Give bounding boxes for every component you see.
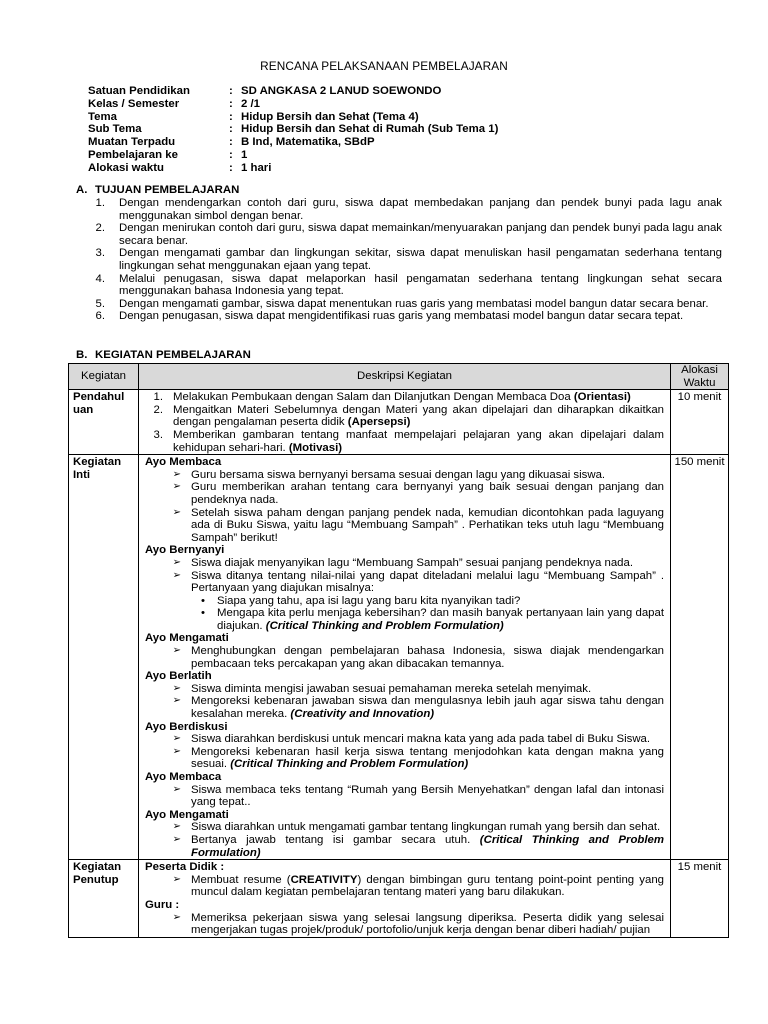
time-penutup: 15 menit bbox=[671, 860, 729, 938]
activity-item bbox=[145, 784, 664, 809]
objective-item bbox=[76, 247, 722, 272]
penutup-peserta-post: ) dengan bimbingan guru tentang point-point penting yang muncul dalam kegiatan pembelajaran tentang materi yang baru dilakukan. bbox=[191, 873, 664, 899]
arrow-bullet-icon: ➢ bbox=[172, 506, 181, 518]
objective-number: 1. bbox=[95, 197, 105, 209]
activity-text-body: Siswa diminta mengisi jawaban sesuai pemahaman mereka setelah menyimak. bbox=[191, 682, 592, 695]
info-value: 1 hari bbox=[241, 161, 272, 174]
arrow-bullet-icon: ➢ bbox=[172, 481, 181, 493]
row-penutup bbox=[69, 860, 729, 938]
activity-subheading: Ayo Berlatih bbox=[145, 670, 212, 683]
section-b-heading bbox=[76, 349, 722, 362]
info-row bbox=[88, 162, 708, 175]
section-b-letter: B. bbox=[76, 349, 88, 361]
activity-item bbox=[145, 645, 664, 670]
info-row bbox=[88, 123, 708, 136]
dot-bullet-icon: • bbox=[201, 594, 205, 607]
label-pendahuluan: Pendahul uan bbox=[69, 390, 139, 455]
activity-tag: (Critical Thinking and Problem Formulation) bbox=[191, 833, 664, 859]
info-label: Kelas / Semester bbox=[88, 97, 180, 110]
activity-tag: (Creativity and Innovation) bbox=[290, 708, 435, 721]
pendahuluan-text bbox=[173, 429, 664, 454]
table-header-row bbox=[69, 364, 729, 390]
info-colon: : bbox=[229, 136, 233, 149]
info-label: Muatan Terpadu bbox=[88, 136, 176, 149]
arrow-bullet-icon: ➢ bbox=[172, 821, 181, 833]
activity-subheading: Ayo Berdiskusi bbox=[145, 720, 228, 733]
objective-number: 3. bbox=[95, 247, 105, 260]
activity-tag: (Critical Thinking and Problem Formulation) bbox=[230, 758, 469, 771]
section-a-objectives bbox=[76, 184, 722, 323]
time-pendahuluan: 10 menit bbox=[671, 390, 729, 455]
pendahuluan-item bbox=[145, 429, 664, 454]
activity-text-body: Siswa diajak menyanyikan lagu “Membuang Sampah” sesuai panjang pendeknya nada. bbox=[191, 556, 633, 569]
info-label: Tema bbox=[88, 110, 117, 123]
pendahuluan-number: 3. bbox=[153, 428, 163, 441]
activity-text bbox=[191, 469, 664, 482]
info-value: Hidup Bersih dan Sehat (Tema 4) bbox=[241, 110, 419, 123]
question-text bbox=[217, 607, 664, 632]
info-value: SD ANGKASA 2 LANUD SOEWONDO bbox=[241, 85, 442, 97]
arrow-bullet-icon: ➢ bbox=[172, 556, 181, 568]
info-row bbox=[88, 85, 708, 98]
objective-text: Dengan mengamati gambar, siswa dapat menentukan ruas garis yang membatasi model bangun datar secara benar. bbox=[119, 297, 709, 310]
penutup-peserta-bold: CREATIVITY bbox=[290, 873, 358, 886]
penutup-guru-text: Memeriksa pekerjaan siswa yang selesai langsung diperiksa. Peserta didik yang selesai mengerjakan tugas projek/produk/ portofolio/unjuk kerja dengan benar diberi hadiah/ pujian bbox=[191, 911, 664, 937]
label-penutup: Kegiatan Penutup bbox=[69, 860, 139, 938]
activity-text bbox=[191, 834, 664, 859]
activity-text-body: Siswa diarahkan berdiskusi untuk mencari makna kata yang ada pada tabel di Buku Siswa. bbox=[191, 733, 651, 746]
objective-text: Dengan penugasan, siswa dapat mengidentifikasi ruas garis yang membatasi model bangun datar secara tepat. bbox=[119, 310, 684, 323]
question-tag: (Critical Thinking and Problem Formulation) bbox=[265, 619, 504, 632]
penutup-guru-heading: Guru : bbox=[145, 898, 180, 911]
pendahuluan-tag: (Orientasi) bbox=[573, 391, 631, 404]
arrow-bullet-icon: ➢ bbox=[172, 873, 181, 885]
pendahuluan-number: 2. bbox=[153, 403, 163, 416]
info-row bbox=[88, 136, 708, 149]
info-colon: : bbox=[229, 123, 233, 136]
activity-text bbox=[191, 570, 664, 595]
activity-item bbox=[145, 683, 664, 696]
activity-item bbox=[145, 695, 664, 720]
pendahuluan-text bbox=[173, 404, 664, 429]
activity-item bbox=[145, 821, 664, 834]
arrow-bullet-icon: ➢ bbox=[172, 733, 181, 745]
pendahuluan-item bbox=[145, 404, 664, 429]
dot-bullet-icon: • bbox=[201, 607, 205, 620]
info-label: Sub Tema bbox=[88, 123, 142, 136]
info-label: Satuan Pendidikan bbox=[88, 85, 190, 97]
objective-text: Dengan menirukan contoh dari guru, siswa dapat memainkan/menyuarakan panjang dan pendek bunyi pada lagu anak secara benar. bbox=[119, 222, 722, 247]
objective-number: 2. bbox=[95, 222, 105, 235]
pendahuluan-text-body: Mengaitkan Materi Sebelumnya dengan Materi yang akan dipelajari dan diharapkan dikaitkan dengan pengalaman peserta didik bbox=[173, 403, 664, 429]
identity-block bbox=[88, 85, 708, 175]
objective-number: 4. bbox=[95, 272, 105, 285]
activity-text bbox=[191, 746, 664, 771]
activity-text-body: Bertanya jawab tentang isi gambar secara utuh. bbox=[191, 833, 471, 846]
pendahuluan-tag: (Apersepsi) bbox=[347, 416, 411, 429]
activity-subheading: Ayo Mengamati bbox=[145, 632, 229, 645]
question-text bbox=[217, 595, 664, 608]
info-colon: : bbox=[229, 161, 233, 174]
header-kegiatan: Kegiatan bbox=[69, 364, 139, 390]
pendahuluan-tag: (Motivasi) bbox=[288, 441, 343, 454]
info-colon: : bbox=[229, 148, 233, 161]
activity-text-body: Setelah siswa paham dengan panjang pendek nada, kemudian dicontohkan pada laguyang ada di Buku Siswa, yaitu lagu “Membuang Sampah” . Perhatikan teks utuh lagu “Membuang Sampah” berikut! bbox=[191, 506, 664, 544]
section-a-heading bbox=[76, 184, 722, 197]
objective-text: Dengan mengamati gambar dan lingkungan sekitar, siswa dapat menuliskan hasil pengamatan sederhana tentang lingkungan sehat menggunakan ejaan yang tepat. bbox=[119, 247, 722, 272]
objective-text: Dengan mendengarkan contoh dari guru, siswa dapat membedakan panjang dan pendek bunyi pada lagu anak menggunakan simbol dengan benar. bbox=[119, 197, 722, 222]
arrow-bullet-icon: ➢ bbox=[172, 911, 181, 923]
section-b-title: KEGIATAN PEMBELAJARAN bbox=[95, 349, 251, 361]
label-inti: Kegiatan Inti bbox=[69, 455, 139, 860]
objective-number: 5. bbox=[95, 297, 105, 310]
activity-subheading: Ayo Membaca bbox=[145, 771, 222, 783]
info-value: 2 /1 bbox=[241, 97, 260, 110]
activity-text bbox=[191, 821, 664, 834]
question-text-body: Mengapa kita perlu menjaga kebersihan? dan masih banyak pertanyaan lain yang dapat diajukan. bbox=[217, 607, 664, 632]
arrow-bullet-icon: ➢ bbox=[172, 833, 181, 845]
header-alokasi: Alokasi Waktu bbox=[671, 364, 729, 390]
activity-item bbox=[145, 746, 664, 771]
objective-number: 6. bbox=[95, 310, 105, 323]
activity-text-body: Menghubungkan dengan pembelajaran bahasa Indonesia, siswa diajak mendengarkan pembacaan teks percakapan yang akan dibacakan temannya. bbox=[191, 645, 664, 670]
objective-item bbox=[76, 310, 722, 323]
activity-text-body: Guru bersama siswa bernyanyi bersama sesuai dengan lagu yang dikuasai siswa. bbox=[191, 468, 606, 481]
arrow-bullet-icon: ➢ bbox=[172, 783, 181, 795]
activity-item bbox=[145, 733, 664, 746]
header-deskripsi: Deskripsi Kegiatan bbox=[139, 364, 671, 390]
info-colon: : bbox=[229, 85, 233, 97]
penutup-peserta-pre: Membuat resume ( bbox=[191, 873, 291, 886]
pendahuluan-number: 1. bbox=[153, 391, 163, 404]
info-value: Hidup Bersih dan Sehat di Rumah (Sub Tema 1) bbox=[241, 123, 499, 136]
activity-text bbox=[191, 784, 664, 809]
activity-text bbox=[191, 481, 664, 506]
activity-text bbox=[191, 507, 664, 545]
arrow-bullet-icon: ➢ bbox=[172, 468, 181, 480]
row-pendahuluan bbox=[69, 390, 729, 455]
pendahuluan-item bbox=[145, 391, 664, 404]
info-label: Pembelajaran ke bbox=[88, 148, 178, 161]
activity-text bbox=[191, 557, 664, 570]
objective-text: Melalui penugasan, siswa dapat melaporkan hasil pengamatan sederhana tentang lingkungan sehat secara menggunakan bahasa Indonesia yang tepat. bbox=[119, 272, 722, 298]
arrow-bullet-icon: ➢ bbox=[172, 682, 181, 694]
desc-inti bbox=[139, 455, 671, 860]
info-value: 1 bbox=[241, 148, 248, 161]
activity-item bbox=[145, 834, 664, 859]
activity-text-body: Mengoreksi kebenaran jawaban siswa dan mengulasnya lebih jauh agar siswa tahu dengan kesalahan mereka. bbox=[191, 695, 664, 721]
pendahuluan-text bbox=[173, 391, 664, 404]
penutup-peserta-item bbox=[145, 874, 664, 899]
activity-text-body: Siswa ditanya tentang nilai-nilai yang dapat diteladani melalui lagu “Membuang Sampah” . Pertanyaan yang diajukan misalnya: bbox=[191, 569, 664, 595]
objective-item bbox=[76, 273, 722, 298]
question-text-body: Siapa yang tahu, apa isi lagu yang baru kita nyanyikan tadi? bbox=[217, 594, 521, 607]
activity-item bbox=[145, 507, 664, 545]
info-colon: : bbox=[229, 97, 233, 110]
time-inti: 150 menit bbox=[671, 455, 729, 860]
info-row bbox=[88, 111, 708, 124]
section-a-title: TUJUAN PEMBELAJARAN bbox=[95, 184, 240, 196]
section-a-letter: A. bbox=[76, 184, 88, 196]
activity-item bbox=[145, 570, 664, 595]
row-inti bbox=[69, 455, 729, 860]
arrow-bullet-icon: ➢ bbox=[172, 745, 181, 757]
activity-item bbox=[145, 481, 664, 506]
info-colon: : bbox=[229, 110, 233, 123]
activity-text-body: Siswa membaca teks tentang “Rumah yang Bersih Menyehatkan” dengan lafal dan intonasi yang tepat.. bbox=[191, 783, 664, 809]
objectives-list bbox=[76, 197, 722, 323]
activity-item bbox=[145, 469, 664, 482]
activity-subheading: Ayo Membaca bbox=[145, 456, 222, 469]
question-item bbox=[145, 595, 664, 608]
info-value: B Ind, Matematika, SBdP bbox=[241, 136, 375, 149]
desc-penutup bbox=[139, 860, 671, 938]
activity-text bbox=[191, 645, 664, 670]
penutup-guru-item bbox=[145, 912, 664, 937]
activity-text-body: Siswa diarahkan untuk mengamati gambar tentang lingkungan rumah yang bersih dan sehat. bbox=[191, 821, 661, 834]
objective-item bbox=[76, 222, 722, 247]
question-item bbox=[145, 607, 664, 632]
activities-table bbox=[68, 363, 729, 938]
activity-text-body: Guru memberikan arahan tentang cara bernyanyi yang baik sesuai dengan panjang dan pendeknya nada. bbox=[191, 481, 664, 506]
objective-item bbox=[76, 197, 722, 222]
activity-text bbox=[191, 733, 664, 746]
desc-pendahuluan bbox=[139, 390, 671, 455]
info-row bbox=[88, 149, 708, 162]
penutup-peserta-heading: Peserta Didik : bbox=[145, 861, 225, 874]
penutup-peserta-text bbox=[191, 874, 664, 899]
activity-subheading: Ayo Mengamati bbox=[145, 808, 229, 821]
arrow-bullet-icon: ➢ bbox=[172, 695, 181, 707]
objective-item bbox=[76, 298, 722, 311]
activity-item bbox=[145, 557, 664, 570]
activity-text bbox=[191, 695, 664, 720]
info-label: Alokasi waktu bbox=[88, 161, 164, 174]
info-row bbox=[88, 98, 708, 111]
arrow-bullet-icon: ➢ bbox=[172, 569, 181, 581]
page-title: RENCANA PELAKSANAAN PEMBELAJARAN bbox=[260, 59, 508, 73]
activity-text-body: Mengoreksi kebenaran hasil kerja siswa tentang menjodohkan kata dengan makna yang sesuai. bbox=[191, 745, 664, 771]
pendahuluan-text-body: Memberikan gambaran tentang manfaat mempelajari pelajaran yang akan dipelajari dalam kehidupan sehari-hari. bbox=[173, 428, 664, 454]
activity-subheading: Ayo Bernyanyi bbox=[145, 544, 225, 557]
activity-text bbox=[191, 683, 664, 696]
arrow-bullet-icon: ➢ bbox=[172, 645, 181, 657]
pendahuluan-text-body: Melakukan Pembukaan dengan Salam dan Dilanjutkan Dengan Membaca Doa bbox=[173, 391, 571, 404]
